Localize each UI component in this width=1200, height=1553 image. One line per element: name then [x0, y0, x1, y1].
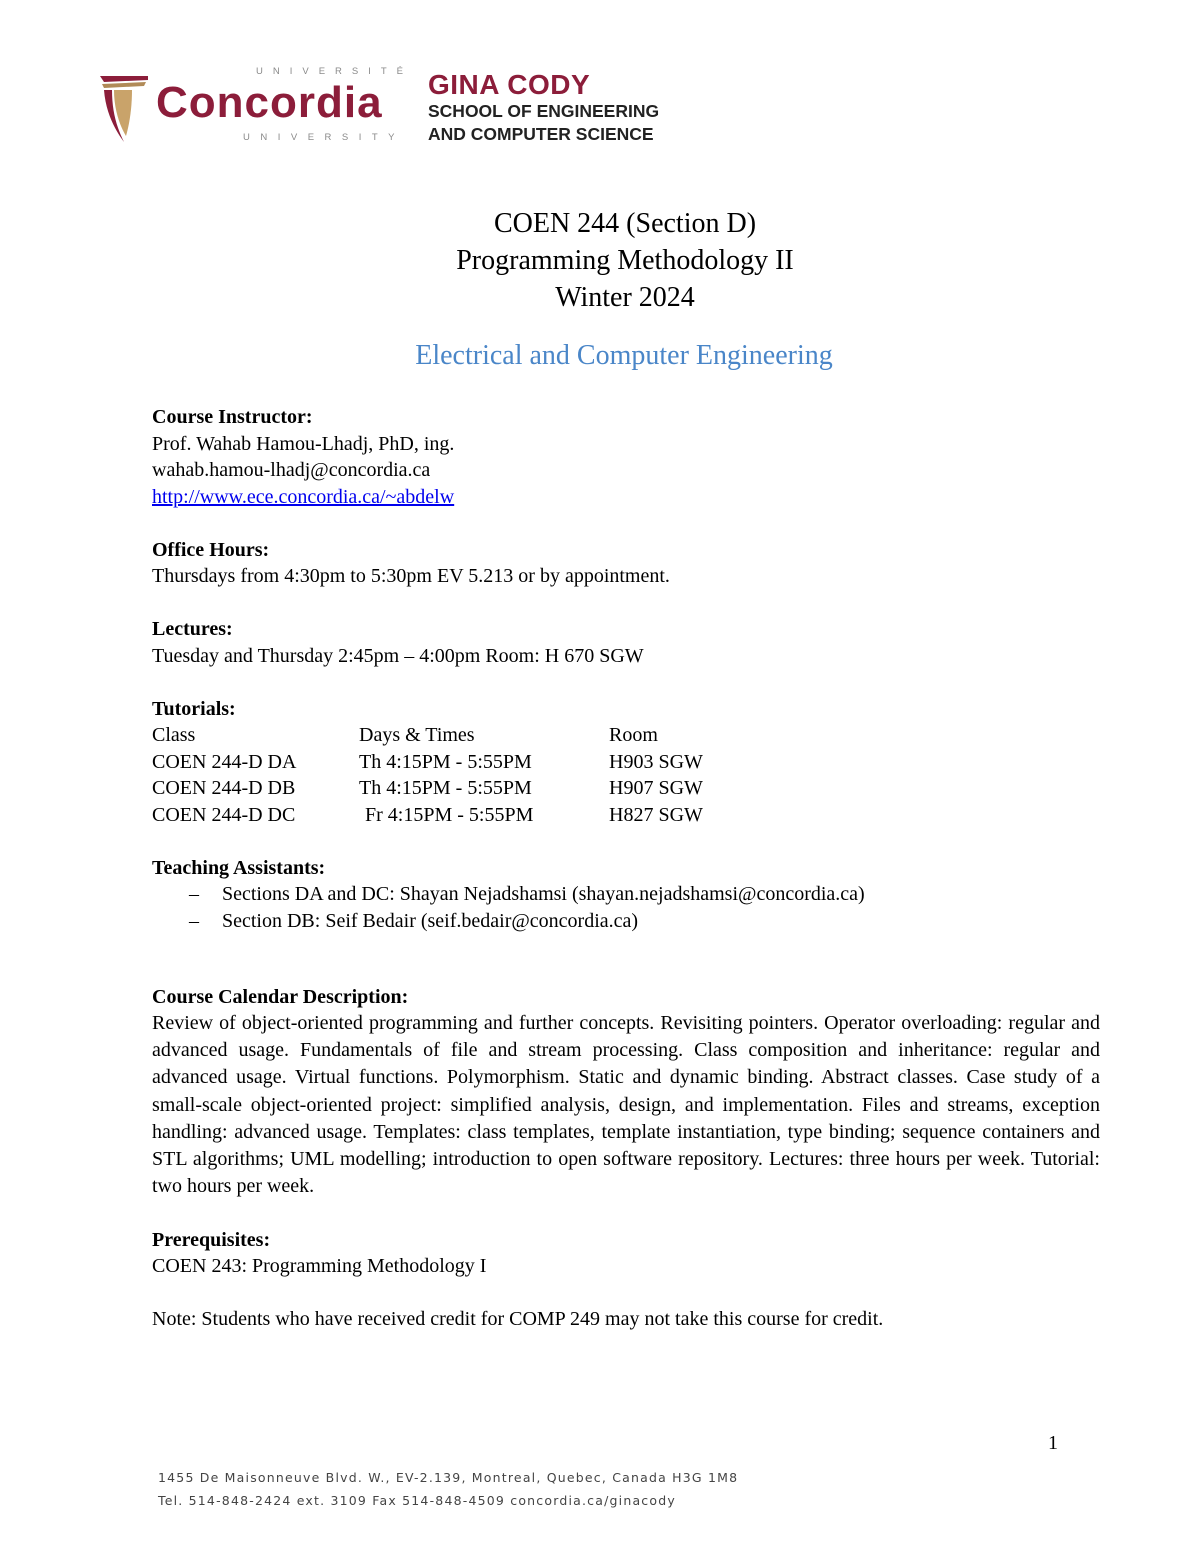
- tutorial-time: Fr 4:15PM - 5:55PM: [365, 803, 534, 826]
- prerequisites-text: COEN 243: Programming Methodology I: [152, 1255, 487, 1278]
- list-item: [152, 881, 1100, 908]
- tutorial-row: [152, 749, 1100, 776]
- tutorial-room: H827 SGW: [609, 803, 703, 826]
- instructor-heading: Course Instructor:: [152, 406, 313, 428]
- footer-address: 1455 De Maisonneuve Blvd. W., EV-2.139, Montreal, Quebec, Canada H3G 1M8: [158, 1470, 739, 1485]
- teaching-assistants-list: [152, 881, 1100, 934]
- gina-cody-logo: [428, 70, 659, 146]
- department-title: Electrical and Computer Engineering: [415, 340, 833, 371]
- tutorial-class: COEN 244-D DC: [152, 803, 296, 826]
- universite-label: UNIVERSITÉ: [256, 66, 414, 77]
- prerequisites-note: Note: Students who have received credit for COMP 249 may not take this course for credit.: [152, 1308, 884, 1331]
- school-name: GINA CODY: [428, 69, 591, 100]
- tutorial-row: [152, 802, 1100, 829]
- teaching-assistants-heading: Teaching Assistants:: [152, 856, 326, 879]
- concordia-wordmark: Concordia: [156, 78, 383, 127]
- school-line-1: SCHOOL OF ENGINEERING: [428, 101, 660, 121]
- office-hours-text: Thursdays from 4:30pm to 5:30pm EV 5.213 or by appointment.: [152, 565, 670, 587]
- column-header-room: Room: [609, 724, 658, 746]
- tutorial-time: Th 4:15PM - 5:55PM: [359, 777, 532, 799]
- tutorial-room: H907 SGW: [609, 777, 703, 799]
- dash-bullet-icon: –: [189, 909, 199, 932]
- lectures-heading: Lectures:: [152, 618, 233, 640]
- syllabus-body: [152, 404, 1100, 1333]
- tutorials-header-row: [152, 722, 1100, 749]
- school-line-2: AND COMPUTER SCIENCE: [428, 124, 654, 144]
- tutorial-class: COEN 244-D DB: [152, 777, 296, 799]
- tutorials-heading: Tutorials:: [152, 697, 236, 720]
- concordia-shield-icon: [96, 70, 152, 146]
- ta-entry: Section DB: Seif Bedair (seif.bedair@concordia.ca): [222, 909, 639, 932]
- course-code: COEN 244 (Section D): [493, 208, 757, 239]
- page-number: 1: [1048, 1432, 1058, 1454]
- dash-bullet-icon: –: [189, 883, 199, 905]
- tutorial-row: [152, 775, 1100, 802]
- course-title-block: [0, 205, 1200, 316]
- page-footer: [158, 1466, 738, 1512]
- tutorial-time: Th 4:15PM - 5:55PM: [359, 750, 532, 773]
- instructor-website-link[interactable]: http://www.ece.concordia.ca/~abdelw: [152, 485, 455, 508]
- university-label: UNIVERSITY: [243, 132, 406, 143]
- column-header-days-times: Days & Times: [359, 724, 475, 746]
- ta-entry: Sections DA and DC: Shayan Nejadshamsi (shayan.nejadshamsi@concordia.ca): [222, 883, 865, 905]
- tutorials-table: [152, 722, 1100, 828]
- tutorial-room: H903 SGW: [609, 750, 703, 773]
- footer-contact: Tel. 514-848-2424 ext. 3109 Fax 514-848-4509 concordia.ca/ginacody: [158, 1493, 676, 1508]
- office-hours-heading: Office Hours:: [152, 538, 270, 561]
- calendar-description-text: Review of object-oriented programming and further concepts. Revisiting pointers. Operator overloading: regular and advanced usage. Fundamentals of file and stream processing. Class composition and inheritance: regular and advanced usage. Virtual functions. Polymorphism. Static and dynamic binding. Abstract classes. Case study of a small-scale object-oriented project: simplified analysis, design, and implementation. Files and streams, exception handling: advanced usage. Templates: class templates, template instantiation, type binding; sequence containers and STL algorithms; UML modelling; introduction to open software repository. Lectures: three hours per week. Tutorial: two hours per week.: [152, 1012, 1100, 1198]
- prerequisites-heading: Prerequisites:: [152, 1228, 271, 1251]
- tutorial-class: COEN 244-D DA: [152, 750, 297, 773]
- calendar-description-heading: Course Calendar Description:: [152, 985, 409, 1008]
- column-header-class: Class: [152, 724, 196, 746]
- list-item: [152, 908, 1100, 935]
- instructor-email: wahab.hamou-lhadj@concordia.ca: [152, 459, 431, 481]
- course-name: Programming Methodology II: [456, 245, 794, 276]
- instructor-name: Prof. Wahab Hamou-Lhadj, PhD, ing.: [152, 432, 455, 455]
- concordia-logo: [96, 66, 414, 152]
- lectures-text: Tuesday and Thursday 2:45pm – 4:00pm Room: H 670 SGW: [152, 644, 644, 667]
- course-term: Winter 2024: [555, 282, 695, 313]
